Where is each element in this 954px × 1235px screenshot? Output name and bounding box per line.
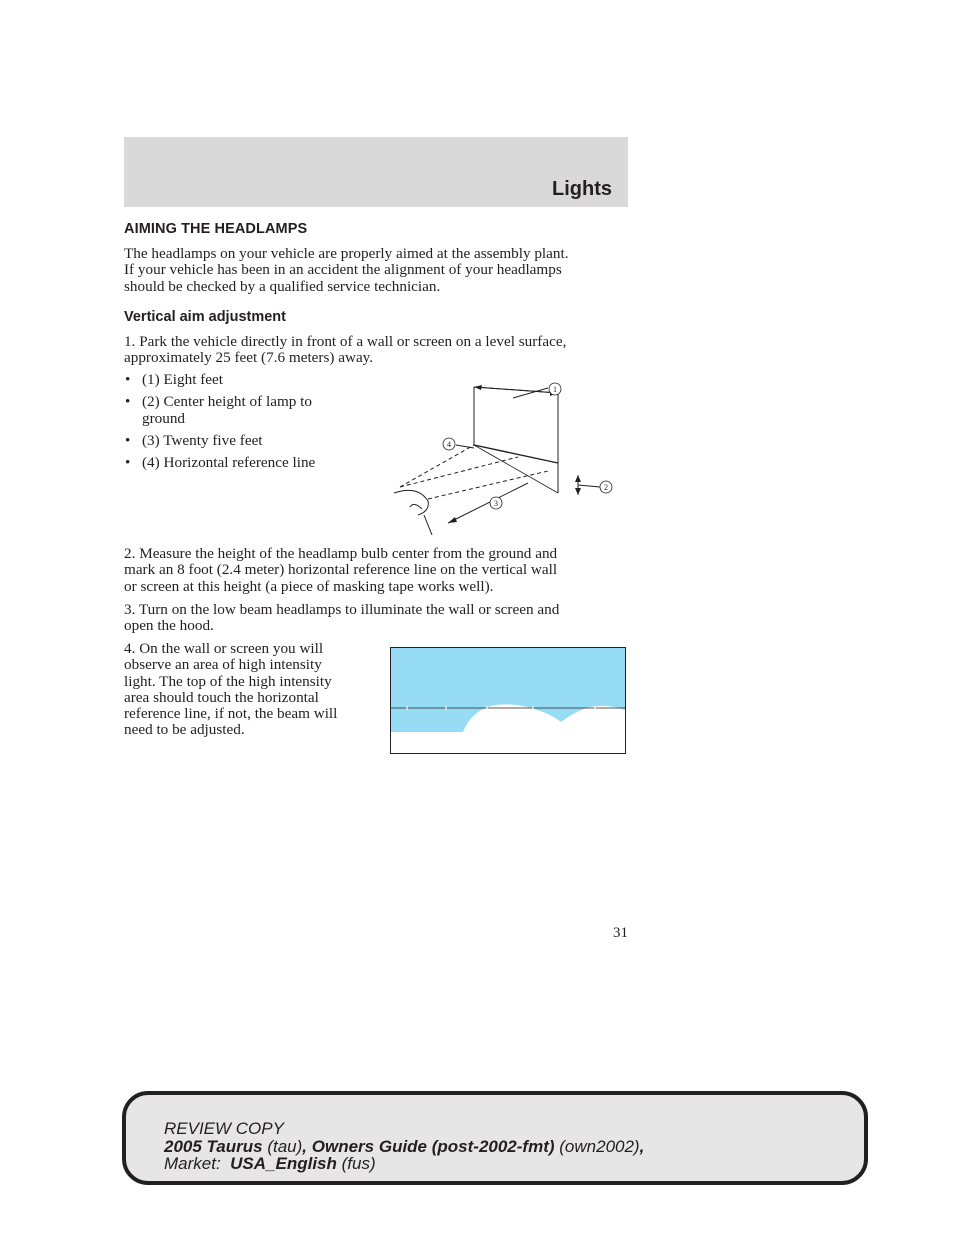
footer-separator: , — [302, 1136, 308, 1156]
footer-model: 2005 Taurus — [164, 1136, 263, 1156]
step4-line: 4. On the wall or screen you will — [124, 640, 324, 657]
step4-paragraph — [124, 641, 374, 739]
step4-line: observe an area of high intensity — [124, 656, 322, 674]
intro-line: If your vehicle has been in an accident the alignment of your headlamps — [124, 261, 562, 279]
dimension-1-line — [474, 387, 558, 393]
bullet-symbol: • — [125, 371, 131, 388]
step2-paragraph — [124, 546, 634, 595]
intro-paragraph — [124, 246, 634, 295]
step2-line: mark an 8 foot (2.4 meter) horizontal reference line on the vertical wall — [124, 561, 558, 579]
dimension-2-leader — [578, 485, 600, 487]
beam-pattern-svg — [391, 648, 625, 753]
footer-market-line — [164, 1155, 644, 1173]
step4-line: need to be adjusted. — [124, 721, 245, 739]
footer-guide: Owners Guide (post-2002-fmt) — [311, 1136, 555, 1156]
horizontal-reference-line — [474, 445, 558, 463]
beam-pattern-illustration — [390, 647, 626, 754]
page-number: 31 — [613, 925, 628, 941]
section-header-band — [124, 137, 628, 207]
dimension-4-leader — [456, 445, 474, 448]
list-item — [124, 372, 364, 388]
page-heading: AIMING THE HEADLAMPS — [124, 221, 308, 237]
subheading: Vertical aim adjustment — [124, 309, 286, 325]
dimension-3-line — [448, 483, 528, 523]
car-hood-outline — [394, 490, 432, 535]
footer-model-code: (tau) — [267, 1136, 303, 1156]
bullet-text: (3) Twenty five feet — [142, 431, 263, 449]
section-title: Lights — [552, 178, 612, 200]
step2-line: 2. Measure the height of the headlamp bulb center from the ground and — [124, 545, 558, 562]
beam-line — [400, 457, 518, 487]
callout-label-3: 3 — [494, 499, 498, 508]
arrowhead — [474, 385, 482, 390]
footer-market-label: Market: — [164, 1154, 221, 1173]
review-copy-label: REVIEW COPY — [164, 1119, 284, 1138]
step3-line: open the hood. — [124, 617, 214, 635]
high-intensity-light-area — [391, 648, 625, 732]
bullet-text: (2) Center height of lamp to — [142, 393, 312, 411]
beam-line — [428, 471, 548, 499]
step1-paragraph — [124, 334, 634, 367]
step1-line: approximately 25 feet (7.6 meters) away. — [124, 349, 374, 367]
arrowhead — [575, 475, 581, 482]
headlamp-aim-diagram — [388, 375, 628, 535]
review-copy-footer — [122, 1091, 868, 1185]
dimension-1-leader — [513, 388, 548, 398]
footer-model-line — [164, 1138, 644, 1156]
bullet-symbol: • — [125, 431, 131, 449]
bullet-symbol: • — [125, 393, 131, 411]
list-item — [124, 455, 364, 471]
callout-label-2: 2 — [604, 483, 608, 492]
step4-line: light. The top of the high intensity — [124, 672, 332, 690]
bullet-text: (4) Horizontal reference line — [142, 454, 316, 472]
list-item — [124, 394, 364, 427]
step4-line: reference line, if not, the beam will — [124, 705, 338, 723]
arrowhead — [575, 488, 581, 495]
callout-label-4: 4 — [447, 440, 451, 449]
bullet-text: (1) Eight feet — [142, 371, 223, 388]
footer-text — [164, 1120, 644, 1173]
bullet-text-continued: ground — [142, 409, 186, 427]
step3-line: 3. Turn on the low beam headlamps to illuminate the wall or screen and — [124, 601, 560, 618]
intro-line: The headlamps on your vehicle are properly aimed at the assembly plant. — [124, 245, 569, 262]
ground-line — [474, 445, 558, 493]
callout-label-1: 1 — [553, 385, 557, 394]
step1-line: 1. Park the vehicle directly in front of a wall or screen on a level surface, — [124, 333, 567, 350]
footer-guide-code: (own2002) — [559, 1136, 640, 1156]
arrowhead — [448, 517, 457, 523]
step4-line: area should touch the horizontal — [124, 688, 319, 706]
beam-line — [400, 445, 474, 487]
footer-market: USA_English — [230, 1154, 337, 1173]
step3-paragraph — [124, 602, 634, 635]
footer-separator: , — [639, 1136, 645, 1156]
footer-market-code: (fus) — [341, 1154, 376, 1173]
intro-line: should be checked by a qualified service technician. — [124, 277, 441, 295]
step2-line: or screen at this height (a piece of masking tape works well). — [124, 577, 494, 595]
list-item — [124, 433, 364, 449]
bullet-symbol: • — [125, 454, 131, 472]
wall-outline — [474, 387, 558, 493]
bullet-list — [124, 372, 364, 477]
